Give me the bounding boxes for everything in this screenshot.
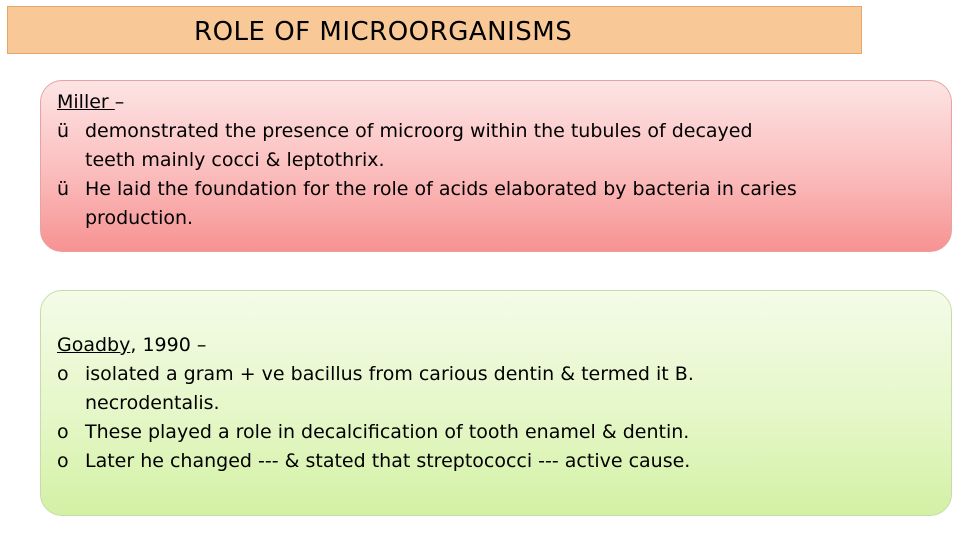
goadby-point-3-line-1: Later he changed --- & stated that streptococci --- active cause. [85, 450, 691, 472]
circle-bullet-icon: o [57, 421, 69, 443]
page-title: ROLE OF MICROORGANISMS [194, 17, 573, 47]
circle-bullet-icon: o [57, 450, 69, 472]
goadby-heading [57, 331, 694, 360]
goadby-point-2 [57, 418, 694, 447]
goadby-point-3 [57, 447, 694, 476]
miller-point-1-line-2: teeth mainly cocci & leptothrix. [85, 149, 385, 171]
miller-point-1 [57, 117, 797, 175]
goadby-point-1 [57, 360, 694, 418]
miller-point-2-line-2: production. [85, 207, 194, 229]
miller-heading [57, 88, 797, 117]
miller-point-2-line-1: He laid the foundation for the role of acids elaborated by bacteria in caries [85, 178, 797, 200]
miller-name: Miller [57, 91, 115, 113]
miller-dash: – [114, 91, 125, 113]
circle-bullet-icon: o [57, 363, 69, 385]
miller-point-1-line-1: demonstrated the presence of microorg within the tubules of decayed [85, 120, 753, 142]
goadby-year: , 1990 – [130, 334, 207, 356]
title-banner [7, 6, 862, 54]
miller-point-2 [57, 175, 797, 233]
goadby-name: Goadby [57, 334, 131, 356]
goadby-point-2-line-1: These played a role in decalcification of tooth enamel & dentin. [85, 421, 690, 443]
goadby-content [57, 331, 694, 476]
checkmark-bullet-icon: ü [57, 178, 70, 200]
miller-content [57, 88, 797, 233]
goadby-point-1-line-1: isolated a gram + ve bacillus from carious dentin & termed it B. [85, 363, 694, 385]
checkmark-bullet-icon: ü [57, 120, 70, 142]
goadby-point-1-line-2: necrodentalis. [85, 392, 220, 414]
